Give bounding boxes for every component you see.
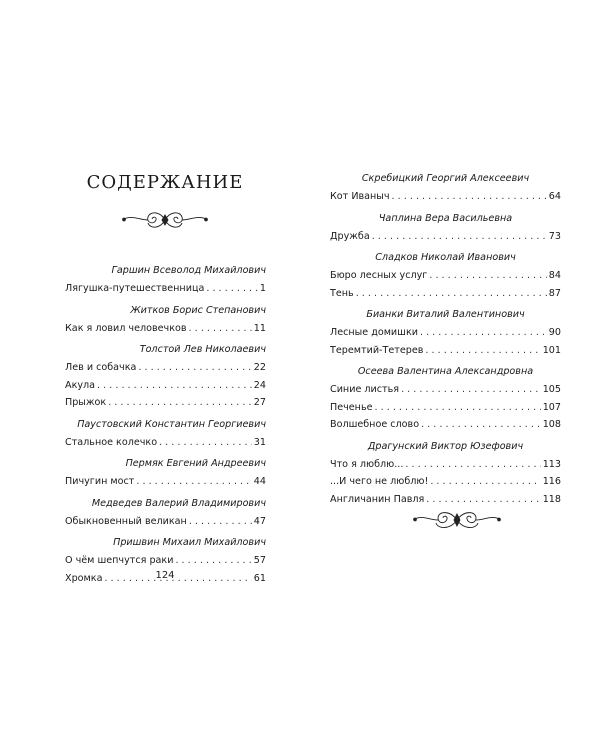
toc-entry-page: 116 — [542, 476, 561, 487]
toc-entry-page: 113 — [542, 458, 561, 470]
toc-author: Драгунский Виктор Юзефович — [367, 440, 524, 452]
toc-entry — [330, 188, 561, 206]
toc-entry — [65, 473, 266, 491]
toc-entry — [65, 359, 266, 377]
toc-entry-title: Синие листья — [330, 384, 400, 395]
dot-leader — [420, 324, 547, 342]
toc-entry-page: 84 — [548, 270, 561, 281]
toc-section — [65, 262, 266, 298]
toc-entry-title: Теремтий-Тетерев — [330, 344, 424, 356]
toc-entry-page: 24 — [253, 379, 266, 391]
toc-entry-title: Лев и собачка — [65, 362, 137, 373]
toc-entry-title: Обыкновенный великан — [65, 515, 187, 527]
toc-entry — [330, 399, 561, 417]
toc-section — [330, 249, 561, 302]
toc-entry-title: ...И чего не люблю! — [330, 476, 429, 487]
toc-entry-title: Прыжок — [65, 397, 107, 408]
toc-entry-page: 105 — [542, 384, 561, 395]
toc-entry — [330, 456, 561, 474]
flourish-ornament-icon — [120, 207, 210, 233]
toc-author: Чаплина Вера Васильевна — [378, 212, 513, 224]
toc-entry-page: 90 — [548, 327, 561, 338]
toc-entry — [330, 285, 561, 303]
toc-entry-page: 44 — [253, 476, 266, 487]
toc-entry-page: 61 — [253, 572, 266, 584]
dot-leader — [138, 359, 251, 377]
toc-entry-title: Как я ловил человечков — [65, 322, 187, 334]
page-title: СОДЕРЖАНИЕ — [86, 172, 244, 193]
dot-leader — [425, 342, 540, 360]
toc-entry-page: 64 — [548, 191, 561, 202]
toc-entry-title: Печенье — [330, 401, 373, 413]
toc-entry-page: 22 — [253, 362, 266, 373]
toc-entry — [65, 394, 266, 412]
dot-leader — [97, 377, 252, 395]
toc-left-column — [65, 262, 266, 587]
toc-entry-page: 73 — [548, 230, 561, 242]
toc-entry — [65, 552, 266, 570]
dot-leader — [108, 394, 252, 412]
toc-entry-title: Волшебное слово — [330, 419, 420, 430]
toc-author: Медведев Валерий Владимирович — [91, 497, 266, 509]
dot-leader — [159, 434, 252, 452]
dot-leader — [375, 399, 541, 417]
toc-entry-title: Бюро лесных услуг — [330, 270, 428, 281]
toc-author: Пермяк Евгений Андреевич — [125, 458, 266, 469]
toc-entry-page: 57 — [253, 555, 266, 566]
toc-section — [65, 341, 266, 412]
toc-section — [65, 302, 266, 338]
toc-entry-title: О чём шепчутся раки — [65, 555, 174, 566]
dot-leader — [189, 513, 252, 531]
dot-leader — [356, 285, 547, 303]
toc-entry — [65, 377, 266, 395]
dot-leader — [189, 320, 252, 338]
toc-entry — [65, 513, 266, 531]
toc-author: Бианки Виталий Валентинович — [366, 309, 525, 320]
toc-entry-page: 108 — [542, 419, 561, 430]
toc-entry-title: Англичанин Павля — [330, 493, 425, 505]
toc-entry-title: Дружба — [330, 230, 370, 242]
dot-leader — [372, 228, 547, 246]
toc-entry — [330, 381, 561, 399]
toc-section — [330, 210, 561, 246]
toc-author: Паустовский Константин Георгиевич — [77, 418, 266, 430]
toc-entry-title: Стальное колечко — [65, 436, 158, 448]
flourish-ornament-icon — [412, 505, 502, 535]
dot-leader — [175, 552, 251, 570]
toc-entry-page: 87 — [548, 287, 561, 299]
toc-entry-page: 27 — [253, 397, 266, 408]
dot-leader — [430, 473, 540, 491]
toc-entry-title: Хромка — [65, 572, 103, 584]
dot-leader — [421, 416, 541, 434]
toc-entry — [65, 320, 266, 338]
toc-author: Житков Борис Степанович — [130, 304, 266, 316]
dot-leader — [429, 267, 546, 285]
toc-section — [330, 363, 561, 434]
toc-entry — [330, 267, 561, 285]
toc-entry-title: Лесные домишки — [330, 327, 418, 338]
dot-leader — [136, 473, 251, 491]
toc-author: Гаршин Всеволод Михайлович — [111, 265, 266, 276]
toc-author: Скребицкий Георгий Алексеевич — [361, 173, 530, 184]
toc-entry-title: Что я люблю... — [330, 458, 404, 470]
toc-entry-page: 47 — [253, 515, 266, 527]
dot-leader — [405, 456, 540, 474]
toc-author: Толстой Лев Николаевич — [139, 344, 266, 355]
toc-entry-page: 101 — [542, 344, 561, 356]
toc-entry — [330, 324, 561, 342]
toc-entry-title: Тень — [330, 287, 354, 299]
toc-entry-title: Акула — [65, 379, 96, 391]
toc-entry-title: Лягушка-путешественница — [65, 283, 205, 294]
toc-entry — [330, 473, 561, 491]
toc-section — [65, 455, 266, 491]
toc-entry-page: 31 — [253, 436, 266, 448]
toc-section — [330, 306, 561, 359]
toc-author: Пришвин Михаил Михайлович — [113, 537, 266, 548]
toc-section — [65, 495, 266, 531]
toc-author: Сладков Николай Иванович — [375, 252, 516, 263]
toc-entry — [330, 228, 561, 246]
toc-entry — [330, 416, 561, 434]
toc-section — [65, 416, 266, 452]
toc-entry-page: 107 — [542, 401, 561, 413]
toc-section — [330, 170, 561, 206]
page-number: 124 — [155, 570, 175, 581]
toc-author: Осеева Валентина Александровна — [357, 366, 534, 377]
toc-entry — [330, 342, 561, 360]
dot-leader — [401, 381, 541, 399]
toc-entry — [65, 434, 266, 452]
toc-entry-title: Кот Иваныч — [330, 191, 390, 202]
dot-leader — [392, 188, 547, 206]
toc-entry — [65, 280, 266, 298]
toc-section — [330, 438, 561, 509]
dot-leader — [206, 280, 258, 298]
toc-entry-title: Пичугин мост — [65, 476, 135, 487]
toc-entry-page: 11 — [253, 322, 266, 334]
toc-entry-page: 118 — [542, 493, 561, 505]
toc-right-column — [330, 170, 561, 508]
toc-entry-page: 1 — [259, 283, 266, 294]
